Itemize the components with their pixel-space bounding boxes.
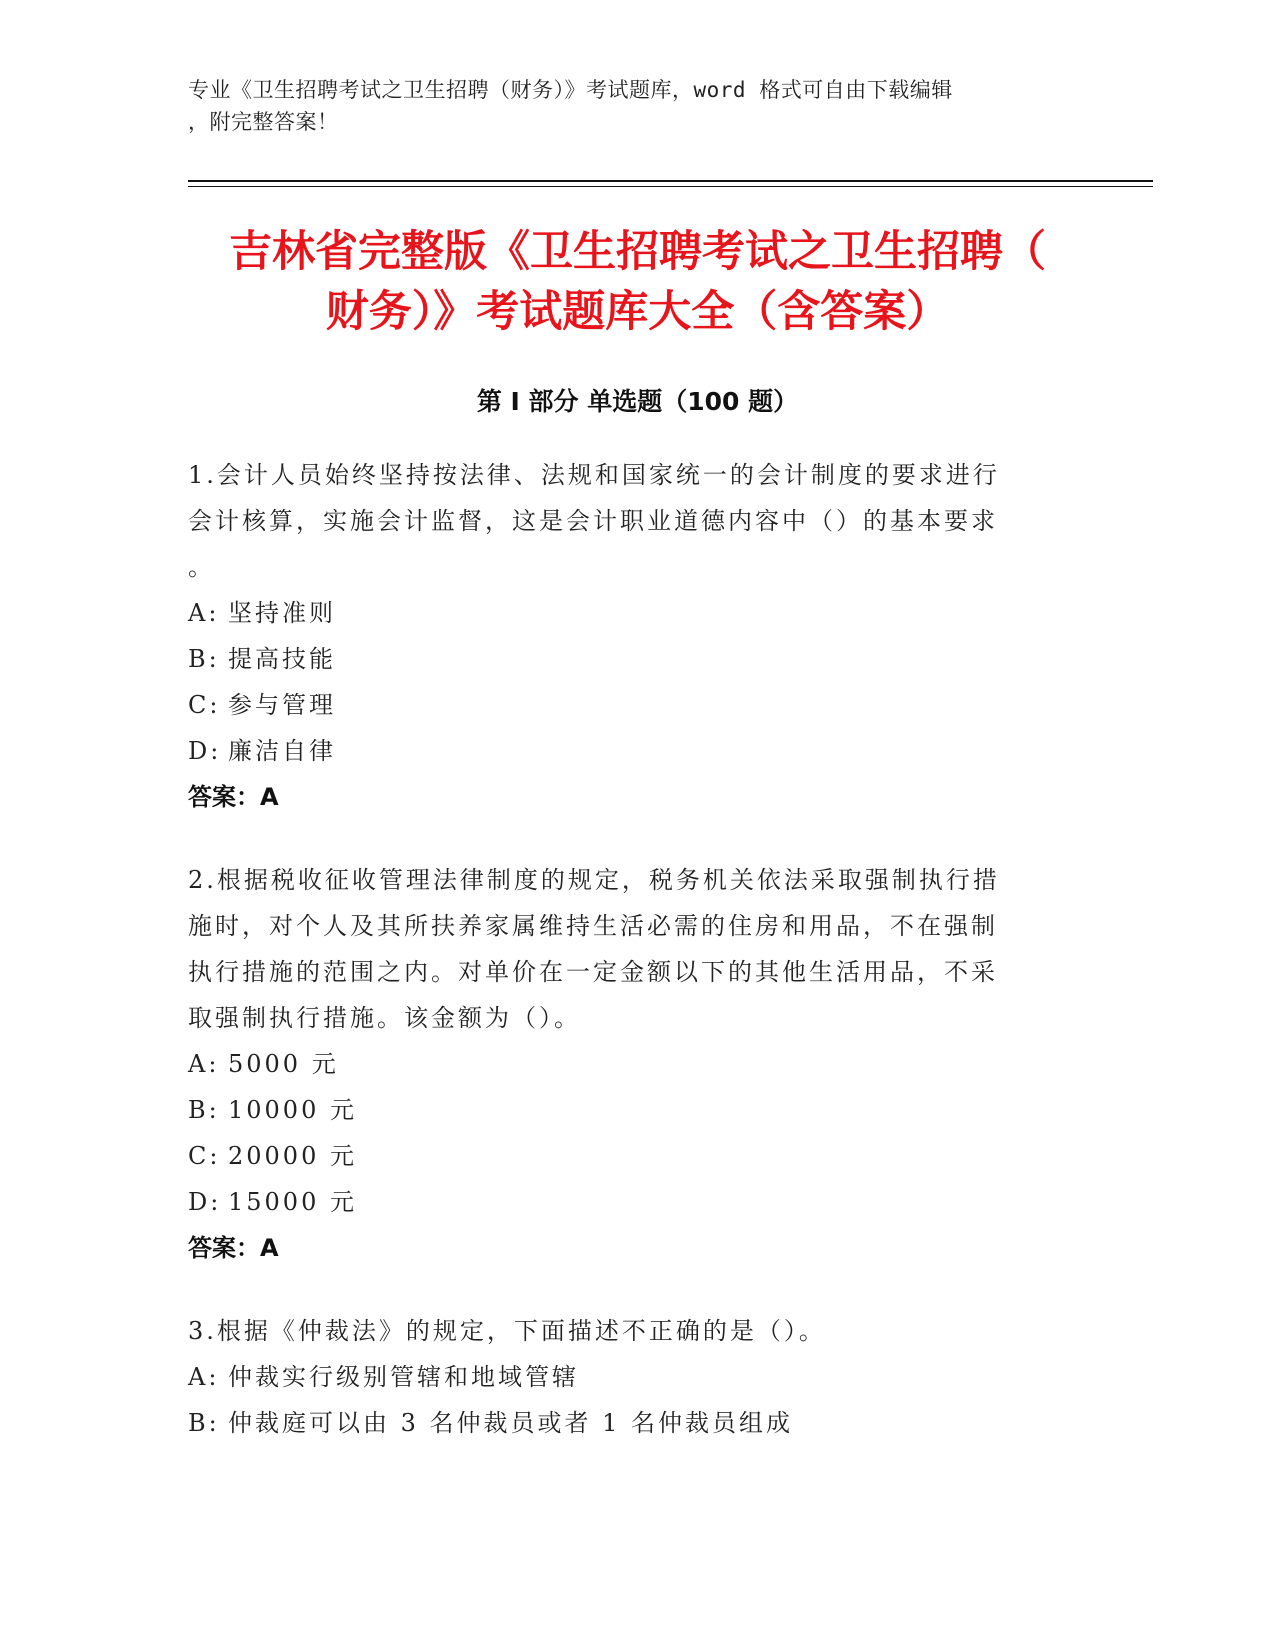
option-text: 廉洁自律: [228, 737, 336, 765]
option-a: [188, 590, 1068, 636]
question-1: [188, 452, 1068, 820]
question-3: [188, 1308, 1068, 1446]
option-key: C:: [188, 691, 221, 719]
question-stem-line: 3.根据《仲裁法》的规定，下面描述不正确的是（）。: [188, 1317, 826, 1345]
question-2: [188, 857, 1068, 1271]
option-text: 坚持准则: [228, 599, 336, 627]
question-stem-line: 会计核算，实施会计监督，这是会计职业道德内容中（）的基本要求: [188, 507, 998, 535]
option-text: 5000 元: [228, 1050, 339, 1078]
option-text: 仲裁实行级别管辖和地域管辖: [228, 1363, 579, 1391]
option-a: [188, 1041, 1068, 1087]
option-text: 10000 元: [228, 1096, 357, 1124]
document-title: [150, 222, 1125, 342]
option-key: B:: [188, 1096, 220, 1124]
question-stem-line: 1.会计人员始终坚持按法律、法规和国家统一的会计制度的要求进行: [188, 461, 1000, 489]
answer-label: 答案：A: [188, 1234, 279, 1262]
option-b: [188, 636, 1068, 682]
option-text: 15000 元: [228, 1188, 357, 1216]
header-note-line-1: 专业《卫生招聘考试之卫生招聘（财务）》考试题库，word 格式可自由下载编辑: [188, 78, 953, 102]
option-text: 20000 元: [228, 1142, 357, 1170]
option-text: 提高技能: [228, 645, 336, 673]
question-stem-line: 施时，对个人及其所扶养家属维持生活必需的住房和用品，不在强制: [188, 912, 998, 940]
option-key: B:: [188, 1409, 220, 1437]
document-title-line-2: 财务）》考试题库大全（含答案）: [325, 287, 950, 337]
header-note-line-2: ，附完整答案！: [188, 110, 339, 134]
header-divider-thin: [188, 186, 1153, 187]
question-stem-line: 2.根据税收征收管理法律制度的规定，税务机关依法采取强制执行措: [188, 866, 1000, 894]
header-note: [188, 74, 1068, 138]
option-key: A:: [188, 599, 220, 627]
option-key: D:: [188, 737, 222, 765]
header-divider-thick: [188, 180, 1153, 182]
option-b: [188, 1087, 1068, 1133]
option-c: [188, 1133, 1068, 1179]
option-c: [188, 682, 1068, 728]
question-stem-line: 取强制执行措施。该金额为（）。: [188, 1004, 581, 1032]
option-b: [188, 1400, 1068, 1446]
answer-label: 答案：A: [188, 783, 279, 811]
option-key: A:: [188, 1363, 220, 1391]
question-stem-line: 执行措施的范围之内。对单价在一定金额以下的其他生活用品，不采: [188, 958, 998, 986]
option-text: 仲裁庭可以由 3 名仲裁员或者 1 名仲裁员组成: [228, 1409, 794, 1437]
section-heading: 第 I 部分 单选题（100 题）: [476, 387, 799, 416]
option-text: 参与管理: [228, 691, 336, 719]
option-a: [188, 1354, 1068, 1400]
question-stem: [188, 857, 1068, 1041]
option-key: D:: [188, 1188, 222, 1216]
option-d: [188, 728, 1068, 774]
question-stem-line: 。: [188, 553, 215, 581]
option-key: C:: [188, 1142, 221, 1170]
option-key: A:: [188, 1050, 220, 1078]
document-title-line-1: 吉林省完整版《卫生招聘考试之卫生招聘（: [229, 227, 1046, 277]
question-stem: [188, 452, 1068, 590]
option-d: [188, 1179, 1068, 1225]
question-stem: [188, 1308, 1068, 1354]
option-key: B:: [188, 645, 220, 673]
